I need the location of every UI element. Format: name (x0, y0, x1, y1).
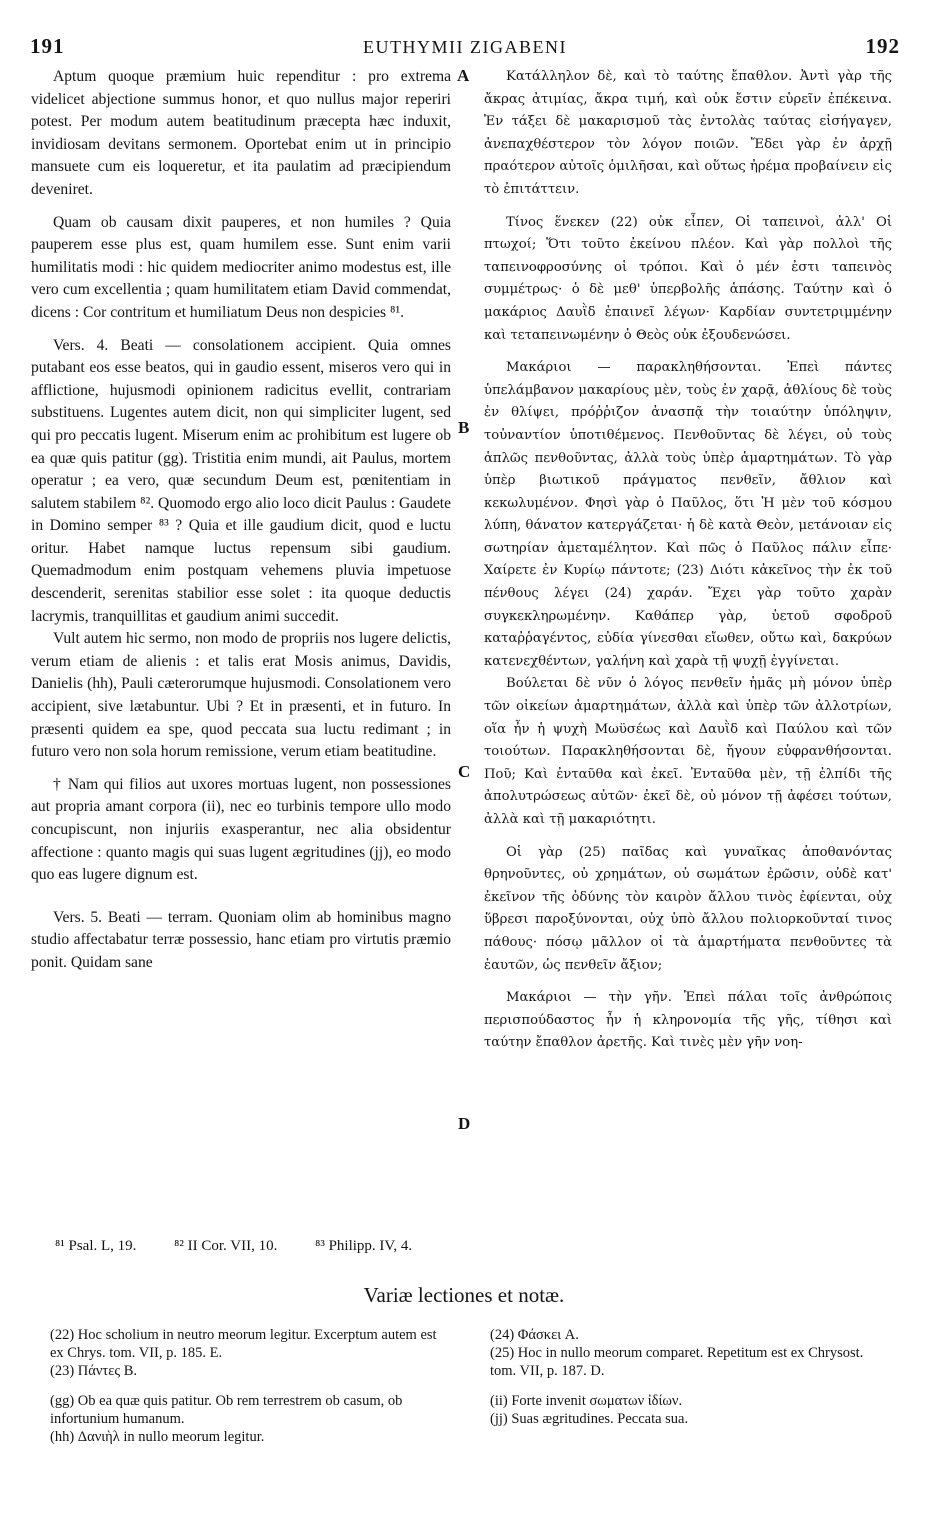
greek-paragraph: Μακάριοι — τὴν γῆν. Ἐπεὶ πάλαι τοῖς ἀνθρώποις περισπούδαστος ἦν ἡ κληρονομία τῆς γῆς, τίθησι καὶ ταύτην ἔπαθλον ἀρετῆς. Καὶ τινὲς μὲν γῆν νοη- (484, 990, 892, 1051)
variant-note: (hh) Δανιὴλ in nullo meorum legitur. (50, 1429, 265, 1445)
greek-paragraph: Οἱ γὰρ (25) παῖδας καὶ γυναῖκας ἀποθανόντας θρηνοῦντες, οὐ χρημάτων, οὐ σωμάτων ἐρῶσιν, οὐδὲ κατ' ἐκεῖνον τῆς ὀδύνης τὸν καιρὸν ἄλλου τινὸς ἐφίενται, οὐχ ὕβρεσι παροξύνονται, οὐχ ὑπὸ ἄλλου πολιορκοῦνταί τινος πάθους· πόσῳ μᾶλλον οἱ τὰ ἁμαρτήματα πενθοῦντες τὰ ἑαυτῶν, ὡς πενθεῖν ἄξιον; (484, 844, 892, 973)
variant-note: (22) Hoc scholium in neutro meorum legitur. Excerptum autem est ex Chrys. tom. VII, p. 185. E. (50, 1327, 437, 1361)
greek-paragraph: Βούλεται δὲ νῦν ὁ λόγος πενθεῖν ἡμᾶς μὴ μόνον ὑπὲρ τῶν οἰκείων ἁμαρτημάτων, ἀλλὰ καὶ ὑπὲρ τῶν ἀλλοτρίων, οἵα ἦν ἡ ψυχὴ Μωϋσέως καὶ Δαυῒδ καὶ Παύλου καὶ τῶν τοιούτων. Παρακληθήσονται δὲ, ἤγουν εὐφρανθήσονται. Ποῦ; Καὶ ἐνταῦθα καὶ ἐκεῖ. Ἐνταῦθα μὲν, τῇ ἐλπίδι τῆς ἀπολυτρώσεως αὐτῶν· ἐκεῖ δὲ, οὐ μόνον τῇ ἀφέσει τούτων, ἀλλὰ καὶ τῇ μακαριότητι. (484, 676, 892, 827)
variant-note: (25) Hoc in nullo meorum comparet. Repetitum est ex Chrysost. tom. VII, p. 187. D. (490, 1345, 864, 1379)
greek-paragraph: Μακάριοι — παρακληθήσονται. Ἐπεὶ πάντες ὑπελάμβανον μακαρίους μὲν, τοὺς ἐν χαρᾷ, ἀθλίους δὲ τοὺς ἐν θλίψει, πρόῤῥιζον ἀνασπᾷ τὴν τοιαύτην ὑπόληψιν, τοὐναντίον ὑποτιθέμενος. Πενθοῦντας δὲ λέγει, οὐ τοὺς ἁπλῶς πενθοῦντας, ἀλλὰ τοὺς ὑπὲρ ἁμαρτημάτων. Τὸ γὰρ ὑπὲρ βιωτικοῦ πράγματος πενθεῖν, ἄθλιον καὶ κεκωλυμένον. Φησὶ γὰρ ὁ Παῦλος, ὅτι Ἡ μὲν τοῦ κόσμου λύπη, θάνατον κατεργάζεται· ἡ δὲ κατὰ Θεὸν, μετάνοιαν εἰς σωτηρίαν ἀμεταμέλητον. Καὶ πῶς ὁ Παῦλος πάλιν εἶπε· Χαίρετε ἐν Κυρίῳ πάντοτε; (23) Διότι κἀκεῖνος τὴν ἐκ τοῦ πένθους λέγει (24) χαράν. Ἔχει γὰρ τοῦτο χαρὰν συγκεκληρωμένην. Καθάπερ γὰρ, ὑετοῦ σφοδροῦ καταῤῥαγέντος, εὐδία γίνεσθαι εἴωθεν, οὕτω καὶ, δακρύων κατενεχθέντων, γαλήνη καὶ χαρὰ τῇ ψυχῇ ἐγγίνεται. (484, 360, 892, 669)
variant-note: (jj) Suas ægritudines. Peccata sua. (490, 1411, 689, 1427)
variae-left-column (50, 1326, 450, 1446)
variant-note: (23) Πάντες B. (50, 1363, 137, 1379)
margin-letter-c: C (458, 762, 471, 781)
latin-paragraph: Vers. 4. Beati — consolationem accipient. Quia omnes putabant eos esse beatos, qui in gaudio essent, miseros vero qui in afflictione, hujusmodi opinionem radicitus evellit, contrariam substituens. Lugentes autem dicit, non qui simpliciter lugent, sed qui pro peccatis lugent. Miserum enim ac prohibitum est lugere ob ea quæ quis patitur (gg). Tristitia enim mundi, ait Paulus, mortem operatur ; ea vero, quæ secundum Deum est, pœnitentiam in salutem stabilem ⁸². Quomodo ergo alio loco dicit Paulus : Gaudete in Domino semper ⁸³ ? Quia et ille gaudium dicit, quod e luctu oritur. Habet namque luctus repensum sibi gaudium. Quemadmodum enim postquam vehemens pluvia impetuose descenderit, serenitas stabilior esse solet : ita quoque deductis lacrymis, tranquillitas et gaudium animi succedit. (31, 336, 451, 625)
margin-letter-b: B (458, 418, 470, 437)
footnote: ⁸³ Philipp. IV, 4. (315, 1238, 413, 1254)
page-header (30, 34, 900, 60)
page-number-left: 191 (30, 34, 65, 58)
variant-note: (gg) Ob ea quæ quis patitur. Ob rem terrestrem ob casum, ob infortunium humanum. (50, 1393, 403, 1427)
margin-letter-d: D (458, 1114, 471, 1133)
latin-paragraph: Vers. 5. Beati — terram. Quoniam olim ab hominibus magno studio affectabatur terræ possessio, hanc etiam pro virtutis præmio ponit. Quidam sane (31, 908, 451, 971)
running-title: EUTHYMII ZIGABENI (363, 37, 567, 57)
variant-note: (ii) Forte invenit σωματων ἰδίων. (490, 1393, 683, 1409)
latin-paragraph: † Nam qui filios aut uxores mortuas lugent, non possessiones aut propria amant corpora (ii), nec eo turbinis tempore ullo modo concupiscunt, non injuriis exasperantur, nec alia obsidentur affectione : quanto magis qui suas lugent ægritudines (jj), eo modo quo eas lugere dignum est. (31, 775, 451, 884)
latin-paragraph: Quam ob causam dixit pauperes, et non humiles ? Quia pauperem esse plus est, quam humilem esse. Sunt enim varii humilitatis modi : hic quidem mediocriter animo modestus est, ille vero cum excellentia ; quam humilitatem etiam David commendat, dicens : Cor contritum et humiliatum Deus non despicies ⁸¹. (31, 213, 451, 321)
margin-letter-a: A (457, 66, 470, 85)
page-number-right: 192 (865, 34, 900, 58)
variae-right-column (490, 1326, 890, 1428)
greek-column (484, 66, 892, 1055)
footnote: ⁸² II Cor. VII, 10. (174, 1238, 278, 1254)
latin-column (31, 66, 451, 975)
greek-paragraph: Κατάλληλον δὲ, καὶ τὸ ταύτης ἔπαθλον. Ἀντὶ γὰρ τῆς ἄκρας ἀτιμίας, ἄκρα τιμή, καὶ οὐκ ἔστιν εὑρεῖν ἐπέκεινα. Ἐν τάξει δὲ μακαρισμοῦ τὰς ἐντολὰς ταύτας εἰσήγαγεν, ἀνεπαχθέστερον τὸν λόγον ποιῶν. Ἔδει γὰρ ἐν ἀρχῇ πραότερον αὐτοῖς ὁμιλῆσαι, καὶ οὕτως ἠρέμα προβαίνειν εἰς τὸ ἐπιτάττειν. (484, 69, 892, 197)
greek-paragraph: Τίνος ἕνεκεν (22) οὐκ εἶπεν, Οἱ ταπεινοὶ, ἀλλ' Οἱ πτωχοί; Ὅτι τοῦτο ἐκείνου πλέον. Καὶ γὰρ πολλοὶ τῆς ταπεινοφροσύνης οἱ τρόποι. Καὶ ὁ μέν ἐστι ταπεινὸς συμμέτρως· ὁ δὲ μεθ' ὑπερβολῆς ἁπάσης. Ταύτην καὶ ὁ μακάριος Δαυῒδ ἐπαινεῖ λέγων· Καρδίαν συντετριμμένην καὶ τεταπεινωμένην ὁ Θεὸς οὐκ ἐξουδενώσει. (484, 214, 892, 343)
latin-paragraph: Aptum quoque præmium huic rependitur : pro extrema videlicet abjectione summus honor, et quo nullus major reperiri potest. Per modum autem beatitudinum præcepta hæc induxit, invidiosam devitans sermonem. Oportebat enim ut in principio mansuete cum eis loqueretur, et ita paulatim ad præcipiendum deveniret. (31, 68, 451, 198)
footnotes (55, 1238, 675, 1255)
latin-paragraph: Vult autem hic sermo, non modo de propriis nos lugere delictis, verum etiam de alienis : et talis erat Mosis animus, Davidis, Danielis (hh), Pauli cæterorumque hujusmodi. Consolationem vero accipient, sive lætabuntur. Ubi ? Et in præsenti, et in futuro. In præsenti quidem ea spe, quod peccata sua luctu redimant ; in futuro vero non sola horum remissione, verum etiam beatitudine. (31, 630, 451, 761)
footnote: ⁸¹ Psal. L, 19. (55, 1238, 137, 1254)
variant-note: (24) Φάσκει A. (490, 1327, 579, 1343)
variae-title: Variæ lectiones et notæ. (363, 1283, 565, 1307)
